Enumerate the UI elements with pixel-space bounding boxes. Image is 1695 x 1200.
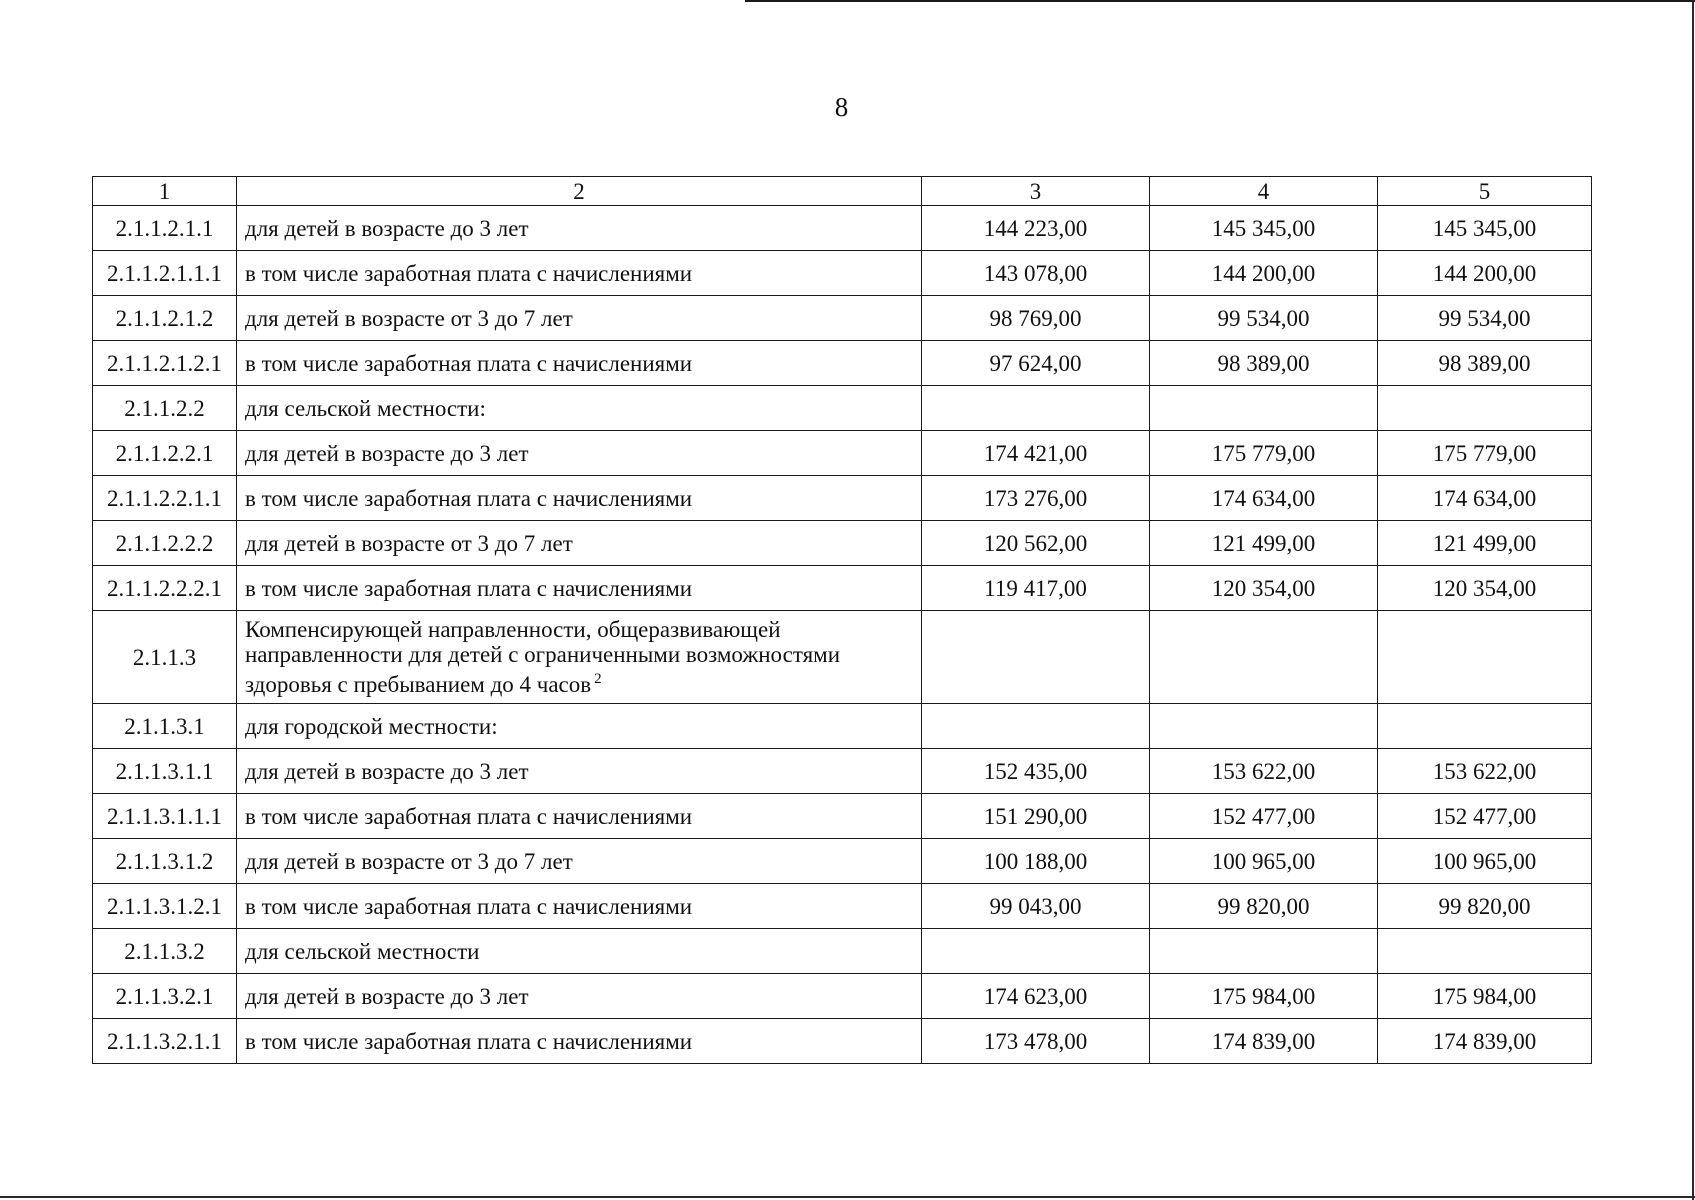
row-code-cell-text: 2.1.1.3.2 <box>124 938 205 964</box>
row-value-col3 <box>922 431 1150 476</box>
scan-edge-right <box>1692 0 1694 1200</box>
row-value-col3-text: 99 043,00 <box>989 893 1082 919</box>
row-value-col3 <box>922 611 1150 704</box>
table-row <box>93 341 1592 386</box>
row-name-cell <box>237 1019 922 1064</box>
row-code-cell-text: 2.1.1.3.1 <box>124 713 205 739</box>
row-value-col5-text: 120 354,00 <box>1432 575 1537 601</box>
row-name-cell <box>237 704 922 749</box>
row-value-col3 <box>922 794 1150 839</box>
table-row <box>93 386 1592 431</box>
row-value-col4-text: 99 820,00 <box>1217 893 1310 919</box>
row-value-col5 <box>1378 431 1592 476</box>
row-name-cell-text: для детей в возрасте до 3 лет <box>245 215 529 241</box>
row-value-col3 <box>922 476 1150 521</box>
row-name-cell <box>237 884 922 929</box>
row-value-col4-text: 100 965,00 <box>1211 848 1316 874</box>
row-value-col5-text: 145 345,00 <box>1432 215 1537 241</box>
table-row <box>93 884 1592 929</box>
column-header-2: 2 <box>237 177 922 206</box>
row-name-cell-text: для детей в возрасте до 3 лет <box>245 983 529 1009</box>
row-value-col5 <box>1378 704 1592 749</box>
row-code-cell <box>93 704 237 749</box>
row-value-col5-text: 98 389,00 <box>1438 350 1531 376</box>
row-value-col4-text: 120 354,00 <box>1211 575 1316 601</box>
row-value-col4 <box>1150 206 1378 251</box>
row-value-col4 <box>1150 704 1378 749</box>
row-code-cell-text: 2.1.1.3.2.1 <box>115 983 214 1009</box>
row-value-col5-text: 99 820,00 <box>1438 893 1531 919</box>
row-value-col4 <box>1150 521 1378 566</box>
row-value-col5 <box>1378 794 1592 839</box>
row-code-cell-text: 2.1.1.2.2.1.1 <box>107 485 222 511</box>
row-code-cell <box>93 386 237 431</box>
row-value-col3-text: 119 417,00 <box>984 575 1087 601</box>
row-value-col5 <box>1378 749 1592 794</box>
row-value-col5-text: 99 534,00 <box>1438 305 1531 331</box>
row-value-col5 <box>1378 1019 1592 1064</box>
row-code-cell <box>93 341 237 386</box>
column-header-5: 5 <box>1378 177 1592 206</box>
row-value-col3 <box>922 206 1150 251</box>
row-value-col5-text: 174 839,00 <box>1432 1028 1537 1054</box>
row-value-col3-text: 100 188,00 <box>983 848 1088 874</box>
row-code-cell <box>93 251 237 296</box>
row-code-cell-text: 2.1.1.3.1.2.1 <box>107 893 222 919</box>
row-value-col5 <box>1378 929 1592 974</box>
row-name-cell <box>237 566 922 611</box>
row-code-cell-text: 2.1.1.3 <box>132 644 197 670</box>
row-value-col3-text: 97 624,00 <box>989 350 1082 376</box>
row-name-cell <box>237 476 922 521</box>
row-value-col5 <box>1378 566 1592 611</box>
row-code-cell-text: 2.1.1.3.1.1 <box>115 758 214 784</box>
table-row <box>93 296 1592 341</box>
row-value-col5 <box>1378 974 1592 1019</box>
row-name-cell-text: Компенсирующей направленности, общеразвивающей направленности для детей с ограниченными возможностями здоровья с пребыванием до 4 часов <box>245 617 841 697</box>
table-row <box>93 1019 1592 1064</box>
row-value-col4-text: 152 477,00 <box>1211 803 1316 829</box>
row-name-cell <box>237 431 922 476</box>
row-value-col3 <box>922 884 1150 929</box>
row-code-cell <box>93 611 237 704</box>
table-header-row <box>93 177 1592 206</box>
row-value-col4 <box>1150 884 1378 929</box>
row-name-cell-text: в том числе заработная плата с начислениями <box>245 260 693 286</box>
row-value-col3-text: 151 290,00 <box>983 803 1088 829</box>
row-value-col3-text: 174 421,00 <box>983 440 1088 466</box>
table-row <box>93 476 1592 521</box>
row-name-cell-text: в том числе заработная плата с начислениями <box>245 1028 693 1054</box>
row-value-col3 <box>922 749 1150 794</box>
row-code-cell <box>93 476 237 521</box>
row-value-col5-text: 174 634,00 <box>1432 485 1537 511</box>
row-value-col5-text: 100 965,00 <box>1432 848 1537 874</box>
row-value-col4-text: 174 839,00 <box>1211 1028 1316 1054</box>
row-value-col4-text: 98 389,00 <box>1217 350 1310 376</box>
row-value-col5 <box>1378 341 1592 386</box>
row-value-col4 <box>1150 431 1378 476</box>
row-value-col5-text: 153 622,00 <box>1432 758 1537 784</box>
row-value-col5 <box>1378 476 1592 521</box>
row-name-cell <box>237 386 922 431</box>
row-value-col3-text: 173 478,00 <box>983 1028 1088 1054</box>
row-value-col4 <box>1150 341 1378 386</box>
row-value-col5-text: 175 779,00 <box>1432 440 1537 466</box>
scan-edge-bottom <box>0 1196 1695 1198</box>
row-value-col5 <box>1378 296 1592 341</box>
row-value-col3 <box>922 929 1150 974</box>
row-value-col4 <box>1150 251 1378 296</box>
row-value-col3-text: 152 435,00 <box>983 758 1088 784</box>
row-name-cell-text: в том числе заработная плата с начислениями <box>245 803 693 829</box>
row-name-cell-text: для городской местности: <box>245 713 498 739</box>
row-code-cell-text: 2.1.1.2.2.1 <box>115 440 214 466</box>
row-value-col4 <box>1150 974 1378 1019</box>
row-value-col5 <box>1378 884 1592 929</box>
row-value-col3 <box>922 386 1150 431</box>
row-code-cell-text: 2.1.1.2.2 <box>124 395 205 421</box>
row-name-cell-text: для детей в возрасте от 3 до 7 лет <box>245 530 573 556</box>
row-value-col5 <box>1378 839 1592 884</box>
row-code-cell <box>93 206 237 251</box>
row-value-col5 <box>1378 611 1592 704</box>
row-code-cell <box>93 839 237 884</box>
row-value-col3 <box>922 251 1150 296</box>
table-row <box>93 794 1592 839</box>
row-name-cell <box>237 974 922 1019</box>
row-value-col3 <box>922 974 1150 1019</box>
row-value-col4-text: 153 622,00 <box>1211 758 1316 784</box>
row-value-col3-text: 174 623,00 <box>983 983 1088 1009</box>
table-row <box>93 611 1592 704</box>
row-value-col3-text: 120 562,00 <box>983 530 1088 556</box>
row-value-col5 <box>1378 521 1592 566</box>
row-value-col4-text: 144 200,00 <box>1211 260 1316 286</box>
footnote-marker: 2 <box>594 671 602 687</box>
row-code-cell-text: 2.1.1.2.2.2 <box>115 530 214 556</box>
row-value-col3 <box>922 566 1150 611</box>
row-name-cell-text: в том числе заработная плата с начислениями <box>245 485 693 511</box>
row-name-cell-text: в том числе заработная плата с начислениями <box>245 893 693 919</box>
table-row <box>93 974 1592 1019</box>
row-name-cell <box>237 749 922 794</box>
table-row <box>93 206 1592 251</box>
row-code-cell-text: 2.1.1.2.1.2 <box>115 305 214 331</box>
row-value-col4 <box>1150 1019 1378 1064</box>
row-code-cell <box>93 974 237 1019</box>
row-value-col3 <box>922 341 1150 386</box>
row-value-col5-text: 121 499,00 <box>1432 530 1537 556</box>
row-code-cell <box>93 431 237 476</box>
row-name-cell <box>237 296 922 341</box>
table-row <box>93 929 1592 974</box>
row-value-col4 <box>1150 611 1378 704</box>
row-code-cell <box>93 1019 237 1064</box>
row-value-col4 <box>1150 929 1378 974</box>
row-code-cell-text: 2.1.1.2.2.2.1 <box>107 575 222 601</box>
row-name-cell-text: для детей в возрасте от 3 до 7 лет <box>245 848 573 874</box>
row-code-cell-text: 2.1.1.3.2.1.1 <box>107 1028 222 1054</box>
page-number: 8 <box>834 92 849 122</box>
row-value-col4-text: 145 345,00 <box>1211 215 1316 241</box>
row-value-col4 <box>1150 476 1378 521</box>
row-name-cell <box>237 206 922 251</box>
table-row <box>93 251 1592 296</box>
row-code-cell <box>93 929 237 974</box>
row-value-col5-text: 144 200,00 <box>1432 260 1537 286</box>
row-name-cell <box>237 251 922 296</box>
table-row <box>93 704 1592 749</box>
row-value-col4 <box>1150 749 1378 794</box>
row-code-cell <box>93 296 237 341</box>
row-value-col4 <box>1150 386 1378 431</box>
row-code-cell-text: 2.1.1.3.1.2 <box>115 848 214 874</box>
row-code-cell-text: 2.1.1.2.1.2.1 <box>107 350 222 376</box>
row-value-col5 <box>1378 386 1592 431</box>
row-name-cell-text: для сельской местности <box>245 938 480 964</box>
row-code-cell <box>93 749 237 794</box>
row-code-cell <box>93 566 237 611</box>
row-value-col3 <box>922 1019 1150 1064</box>
table-row <box>93 839 1592 884</box>
row-name-cell <box>237 929 922 974</box>
row-value-col3-text: 143 078,00 <box>983 260 1088 286</box>
row-name-cell-text: в том числе заработная плата с начислениями <box>245 575 693 601</box>
row-name-cell <box>237 611 922 704</box>
row-value-col3-text: 144 223,00 <box>983 215 1088 241</box>
row-name-cell-text: для детей в возрасте до 3 лет <box>245 758 529 784</box>
row-code-cell-text: 2.1.1.2.1.1.1 <box>107 260 222 286</box>
row-value-col3 <box>922 296 1150 341</box>
row-value-col4 <box>1150 794 1378 839</box>
budget-table <box>92 176 1592 1064</box>
table-row <box>93 749 1592 794</box>
row-value-col5-text: 175 984,00 <box>1432 983 1537 1009</box>
row-name-cell-text: для детей в возрасте от 3 до 7 лет <box>245 305 573 331</box>
row-name-cell-text: в том числе заработная плата с начислениями <box>245 350 693 376</box>
row-value-col4 <box>1150 839 1378 884</box>
row-name-cell <box>237 521 922 566</box>
row-value-col4-text: 121 499,00 <box>1211 530 1316 556</box>
row-value-col4-text: 175 779,00 <box>1211 440 1316 466</box>
row-value-col5-text: 152 477,00 <box>1432 803 1537 829</box>
row-value-col3 <box>922 839 1150 884</box>
row-value-col5 <box>1378 251 1592 296</box>
row-value-col4-text: 175 984,00 <box>1211 983 1316 1009</box>
row-value-col4 <box>1150 296 1378 341</box>
row-value-col4 <box>1150 566 1378 611</box>
column-header-3: 3 <box>922 177 1150 206</box>
row-name-cell <box>237 341 922 386</box>
table-row <box>93 521 1592 566</box>
row-value-col3 <box>922 521 1150 566</box>
row-value-col3-text: 173 276,00 <box>983 485 1088 511</box>
row-code-cell-text: 2.1.1.2.1.1 <box>115 215 214 241</box>
row-code-cell <box>93 884 237 929</box>
row-name-cell-text: для детей в возрасте до 3 лет <box>245 440 529 466</box>
row-value-col3 <box>922 704 1150 749</box>
row-value-col5 <box>1378 206 1592 251</box>
table-row <box>93 431 1592 476</box>
row-code-cell <box>93 521 237 566</box>
row-code-cell <box>93 794 237 839</box>
row-code-cell-text: 2.1.1.3.1.1.1 <box>107 803 222 829</box>
column-header-4: 4 <box>1150 177 1378 206</box>
column-header-1: 1 <box>93 177 237 206</box>
row-name-cell <box>237 794 922 839</box>
scan-edge-top <box>745 0 1695 2</box>
row-name-cell-text: для сельской местности: <box>245 395 486 421</box>
table-row <box>93 566 1592 611</box>
row-value-col3-text: 98 769,00 <box>989 305 1082 331</box>
row-value-col4-text: 174 634,00 <box>1211 485 1316 511</box>
row-name-cell <box>237 839 922 884</box>
row-value-col4-text: 99 534,00 <box>1217 305 1310 331</box>
